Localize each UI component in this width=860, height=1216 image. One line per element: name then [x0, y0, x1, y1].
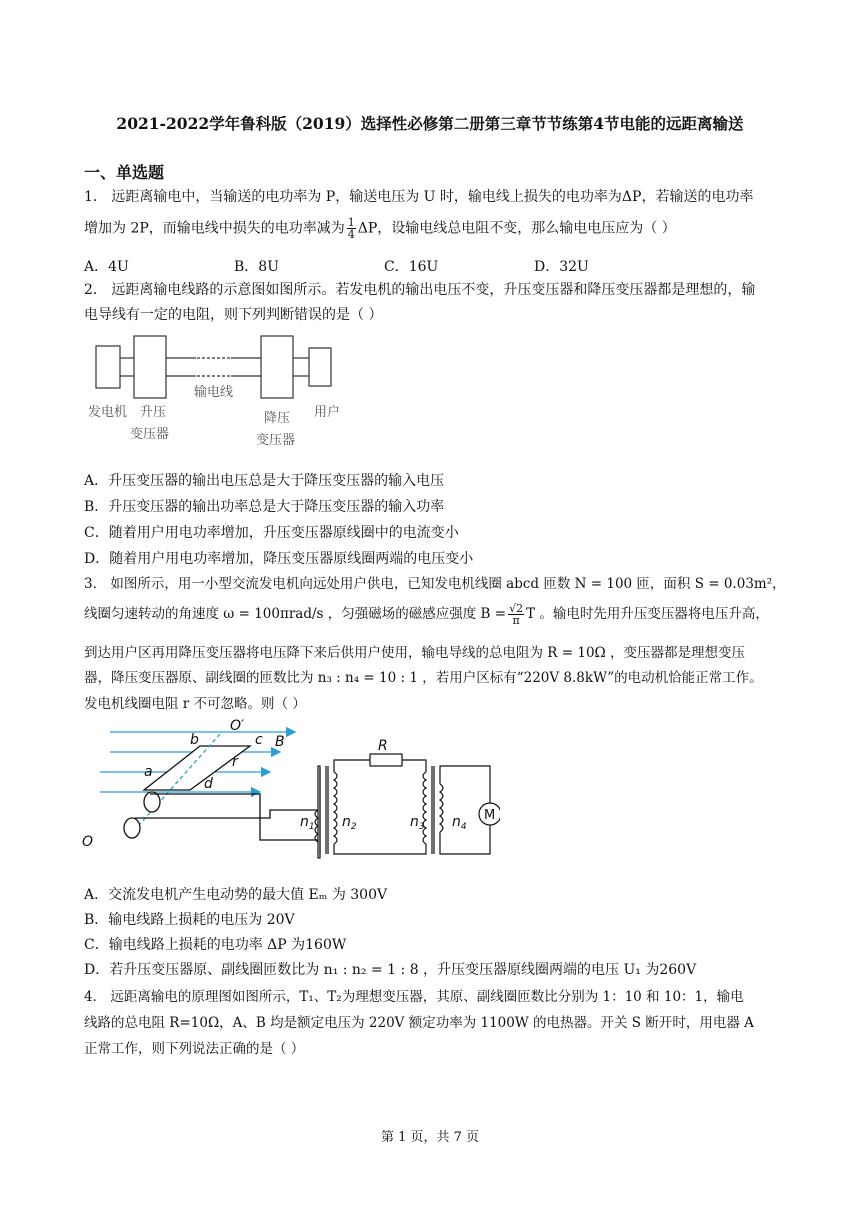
q4-line-3: 正常工作，则下列说法正确的是（ ）	[84, 1041, 305, 1057]
q3-b-den: π	[512, 614, 520, 627]
q3-line-2	[84, 603, 769, 626]
q1-line-1: 1． 远距离输电中，当输送的电功率为 P，输送电压为 U 时，输电线上损失的电功率为ΔP，若输送的电功率	[84, 189, 754, 205]
q3-line-2a: 线圈匀速转动的角速度 ω = 100πrad/s ，匀强磁场的磁感应强度 B =	[84, 606, 507, 622]
q3-option-c: C．输电线路上损耗的电功率 ΔP 为160W	[84, 937, 347, 953]
section-heading: 一、单选题	[84, 163, 165, 182]
q1-option-c: C．16U	[384, 259, 439, 275]
label-step-up-2: 变压器	[130, 427, 170, 442]
q1-option-d: D．32U	[534, 259, 589, 275]
user-box	[309, 348, 331, 386]
q3-line-4: 器，降压变压器原、副线圈的匝数比为 n₃ : n₄ = 10 : 1 ，若用户区标有“220V 8.8kW”的电动机恰能正常工作。	[84, 670, 763, 686]
resistor-R	[370, 754, 402, 766]
label-step-down-2: 变压器	[256, 433, 296, 448]
q1-line-2	[84, 217, 676, 240]
q1-line-2a: 增加为 2P，而输电线中损失的电功率减为	[84, 220, 345, 237]
generator-box	[96, 346, 120, 388]
label-b: b	[190, 732, 199, 748]
label-O: O	[82, 834, 94, 850]
q2-option-d: D．随着用户用电功率增加，降压变压器原线圈两端的电压变小	[84, 551, 474, 567]
label-a: a	[144, 764, 153, 780]
q3-option-b: B．输电线路上损耗的电压为 20V	[84, 912, 295, 928]
label-step-up-1: 升压	[140, 405, 167, 420]
label-r: r	[232, 754, 238, 770]
q1-frac-num: 1	[347, 216, 355, 229]
label-c: c	[255, 732, 263, 748]
label-generator: 发电机	[88, 405, 128, 420]
q3-b-fraction	[508, 603, 524, 626]
q2-option-c: C．随着用户用电功率增加，升压变压器原线圈中的电流变小	[84, 525, 459, 541]
q3-b-num: √2	[509, 602, 524, 615]
label-n4: $n_4$	[452, 814, 467, 832]
q2-line-1: 2． 远距离输电线路的示意图如图所示。若发电机的输出电压不变，升压变压器和降压变压器都是理想的，输	[84, 282, 756, 298]
label-M: M	[484, 808, 496, 823]
q1-line-2b: ΔP，设输电线总电阻不变，那么输电电压应为（ ）	[357, 220, 676, 237]
label-B: B	[275, 734, 285, 750]
q3-option-a: A．交流发电机产生电动势的最大值 Eₘ 为 300V	[84, 887, 388, 903]
step-down-transformer-box	[261, 336, 293, 398]
q1-fraction	[347, 217, 356, 240]
q3-line-2b: T 。输电时先用升压变压器将电压升高，	[526, 606, 769, 622]
label-user: 用户	[314, 405, 341, 420]
q2-line-2: 电导线有一定的电阻，则下列判断错误的是（ ）	[84, 307, 383, 323]
q1-option-b: B．8U	[234, 259, 279, 275]
label-R: R	[378, 738, 388, 754]
step-up-transformer-box	[134, 336, 166, 398]
q2-option-b: B．升压变压器的输出功率总是大于降压变压器的输入功率	[84, 499, 445, 515]
q3-line-3: 到达用户区再用降压变压器将电压降下来后供用户使用，输电导线的总电阻为 R = 10Ω ，变压器都是理想变压	[84, 645, 746, 661]
q3-option-d: D．若升压变压器原、副线圈匝数比为 n₁ : n₂ = 1 : 8 ，升压变压器原线圈两端的电压 U₁ 为260V	[84, 962, 697, 978]
q4-line-2: 线路的总电阻 R=10Ω，A、B 均是额定电压为 220V 额定功率为 1100W 的电热器。开关 S 断开时，用电器 A	[84, 1015, 754, 1031]
label-d: d	[204, 776, 213, 792]
page-title: 2021-2022学年鲁科版（2019）选择性必修第二册第三章节节练第4节电能的远距离输送	[116, 114, 744, 133]
q1-option-a: A．4U	[84, 259, 129, 275]
q3-generator-circuit-diagram	[80, 714, 500, 860]
q4-line-1: 4． 远距离输电的原理图如图所示，T₁、T₂为理想变压器，其原、副线圈匝数比分别为 1：10 和 10：1，输电	[84, 989, 744, 1005]
label-n3: $n_3$	[410, 814, 425, 832]
label-n1: $n_1$	[300, 814, 315, 832]
q3-line-5: 发电机线圈电阻 r 不可忽略。则（ ）	[84, 696, 306, 712]
label-n2: $n_2$	[342, 814, 357, 832]
q3-line-1: 3． 如图所示，用一小型交流发电机向远处用户供电，已知发电机线圈 abcd 匝数 N = 100 匝，面积 S = 0.03m²，	[84, 576, 786, 592]
q1-frac-den: 4	[347, 228, 355, 241]
label-transmission-line: 输电线	[194, 385, 234, 400]
q2-option-a: A．升压变压器的输出电压总是大于降压变压器的输入电压	[84, 473, 445, 489]
label-step-down-1: 降压	[264, 411, 291, 426]
q2-transmission-diagram	[84, 330, 364, 454]
page-footer: 第 1 页，共 7 页	[380, 1130, 480, 1145]
label-O-prime: O′	[230, 718, 245, 734]
